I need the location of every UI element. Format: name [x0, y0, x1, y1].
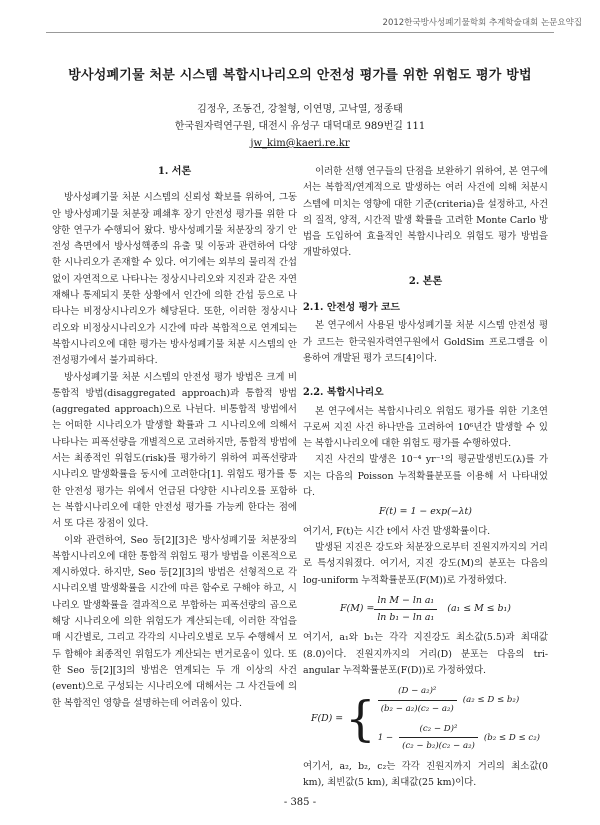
page-number: - 385 -: [283, 797, 317, 808]
eq2-fraction: [374, 593, 437, 627]
running-header: 2012한국방사성폐기물학회 추계학술대회 논문요약집: [382, 18, 582, 28]
eq3-cases: [378, 683, 540, 754]
eq2-numerator: ln M − ln a₁: [374, 593, 437, 610]
intro-paragraph-1: 방사성폐기물 처분 시스템의 신뢰성 확보를 위하여, 그동안 방사성폐기물 처분장 폐쇄후 장기 안전성 평가를 위한 다양한 연구가 수행되어 왔다. 방사성폐기물 처분장의 장기 안전성 측면에서 방사성핵종의 유출 및 이동과 관련하여 다양한 시나리오가 존재할 수 있다. 여기에는 외부의 물리적 간섭 없이 자연적으로 나타나는 정상시나리오와 지진과 같은 자연재해나 통제되지 못한 상황에서 인간에 의한 간섭 등으로 나타나는 비정상시나리오가 해당된다. 또한, 이러한 정상시나리오와 비정상시나리오가 시간에 따라 복합적으로 연계되는 복합시나리오에 대한 평가는 방사성폐기물 처분 시스템의 안전성평가에서 불가피하다.: [52, 192, 297, 367]
section-heading-introduction: 1. 서론: [157, 166, 192, 177]
eq2-condition: (a₁ ≤ M ≤ b₁): [447, 603, 511, 615]
right-column: [303, 164, 548, 791]
eq2-lhs: F(M) =: [340, 603, 375, 615]
eq3-case1-denominator: (b₂ − a₂)(c₂ − a₂): [380, 703, 454, 714]
subsection-heading-scenario: 2.2. 복합시나리오: [303, 387, 384, 399]
eq3-case-2: [378, 721, 540, 755]
scenario-paragraph-4: 발생된 지진은 강도와 처분장으로부터 진원지까지의 거리로 특성지워졌다. 여기서, 지진 강도(M)의 분포는 다음의 log-uniform 누적확률분포(F(M))로 가정하였다.: [303, 541, 548, 586]
paper-title: 방사성폐기물 처분 시스템 복합시나리오의 안전성 평가를 위한 위험도 평가 방법: [68, 68, 532, 83]
eq3-case-1: [378, 683, 540, 717]
scenario-paragraph-5: 여기서, a₁와 b₁는 각각 지진강도 최소값(5.5)과 최대값(8.0)이다. 진원지까지의 거리(D) 분포는 다음의 tri-angular 누적확률분포(F(D))로 가정하였다.: [303, 632, 548, 677]
scenario-paragraph-1: 본 연구에서는 복합시나리오 위험도 평가를 위한 기초연구로써 지진 사건 하나만을 고려하여 10⁶년간 발생할 수 있는 복합시나리오에 대한 위험도 평가를 수행하였다.: [303, 405, 548, 450]
eq3-case2-numerator: (c₂ − D)²: [399, 721, 478, 738]
eq3-lhs: F(D) =: [310, 712, 344, 724]
author-names: 김정우, 조동건, 강철형, 이연명, 고낙열, 정종태: [197, 104, 403, 115]
subsection-heading-code: 2.1. 안전성 평가 코드: [303, 302, 400, 314]
intro-paragraph-4: 이러한 선행 연구들의 단점을 보완하기 위하여, 본 연구에서는 복합적/연계적으로 발생하는 여러 사건에 의해 처분시스템에 미치는 영향에 대한 기준(criteria)을 설정하고, 사건의 질적, 양적, 시간적 발생 확률을 고려한 Monte Carlo 방법을 도입하여 효율적인 복합시나리오 위험도 평가 방법을 개발하였다.: [303, 166, 548, 259]
intro-paragraph-2: 방사성폐기물 처분 시스템의 안전성 평가 방법은 크게 비통합적 방법(disaggregated approach)과 통합적 방법(aggregated approach)으로 나뉜다. 비통합적 방법에서는 어떠한 시나리오가 발생할 확률과 그 시나리오에 의해서 나타나는 피폭선량을 개별적으로 고려하지만, 통합적 방법에서는 최종적인 위험도(risk)를 평가하기 위하여 피폭선량과 시나리오 발생확률을 동시에 고려한다[1]. 위험도 평가를 통한 안전성 평가는 위에서 언급된 다양한 시나리오를 포함하는 복합시나리오에 대한 안전성 평가를 가능케 한다는 점에서 또 다른 장점이 있다.: [52, 371, 297, 530]
scenario-paragraph-6: 여기서, a₂, b₂, c₂는 각각 진원지까지 거리의 최소값(0 km), 최빈값(5 km), 최대값(25 km)이다.: [303, 760, 548, 788]
left-column: [52, 164, 297, 712]
section-heading-body: 2. 본론: [408, 275, 443, 287]
author-affiliation: 한국원자력연구원, 대전시 유성구 대덕대로 989번길 111: [174, 121, 426, 132]
header-rule: [46, 32, 554, 33]
equation-poisson: F(t) = 1 − exp(−λt): [379, 506, 472, 518]
equation-triangular: [303, 683, 548, 754]
code-paragraph: 본 연구에서 사용된 방사성폐기물 처분 시스템 안전성 평가 코드는 한국원자력연구원에서 GoldSim 프로그램을 이용하여 개발된 평가 코드[4]이다.: [303, 320, 548, 364]
scenario-paragraph-2: 지진 사건의 발생은 10⁻⁴ yr⁻¹의 평균발생빈도(λ)를 가지는 다음의 Poisson 누적확률분포를 이용해 서 나타내었다.: [303, 454, 548, 499]
intro-paragraph-3: 이와 관련하여, Seo 등[2][3]은 방사성폐기물 처분장의 복합시나리오에 대한 통합적 위험도 평가 방법을 이론적으로 제시하였다. 하지만, Seo 등[2][3]의 방법은 선형적으로 각 시나리오별 발생확률을 시간에 따른 함수로 구해야 하고, 시나리오 발생확률을 결과적으로 부합하는 피폭선량의 곱으로 해당 시나리오에 의한 위험도가 계산되는데, 이러한 작업을 매 시간별로, 그리고 각각의 시나리오별로 모두 수행해서 모두 합해야 최종적인 위험도가 계산되는 번거로움이 있다. 또한 Seo 등[2][3]의 방법은 연계되는 두 개 이상의 사건(event)으로 구성되는 시나리오에 대해서는 그 사건들에 의한 복합적인 영향을 설명하는데 어려움이 있다.: [52, 534, 297, 709]
eq3-case1-fraction: [378, 683, 457, 717]
eq3-brace: {: [345, 690, 376, 747]
eq3-case2-denominator: (c₂ − b₂)(c₂ − a₂): [402, 741, 475, 752]
author-email[interactable]: jw_kim@kaeri.re.kr: [250, 138, 350, 149]
eq3-case2-fraction: [399, 721, 478, 755]
scenario-paragraph-3: 여기서, F(t)는 시간 t에서 사건 발생확률이다.: [303, 525, 491, 537]
eq3-case1-numerator: (D − a₂)²: [378, 683, 457, 700]
eq3-case1-condition: (a₂ ≤ D ≤ b₂): [462, 694, 520, 705]
eq2-denominator: ln b₁ − ln a₁: [377, 612, 435, 624]
author-block: [0, 101, 600, 152]
equation-log-uniform: [303, 593, 548, 627]
eq3-case2-prefix: 1 −: [377, 732, 394, 743]
eq3-case2-condition: (b₂ ≤ D ≤ c₂): [483, 732, 541, 743]
